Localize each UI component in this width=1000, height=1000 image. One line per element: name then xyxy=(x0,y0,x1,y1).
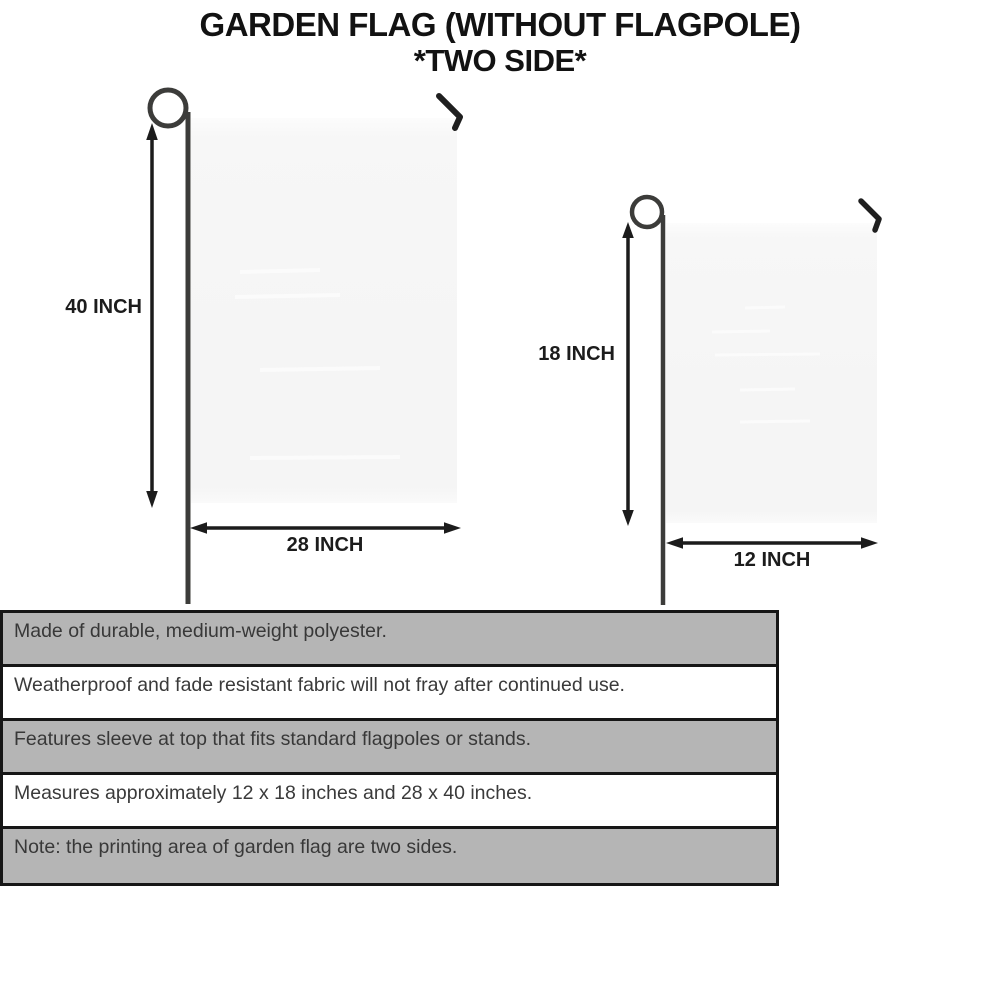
small-flag-group xyxy=(622,197,879,605)
feature-table xyxy=(0,610,779,886)
small-height-arrow xyxy=(622,222,634,526)
small-flag-cloth xyxy=(666,223,877,523)
large-flag-height-label: 40 INCH xyxy=(65,296,142,318)
small-pole-loop-icon xyxy=(632,197,662,227)
large-flag-group xyxy=(146,90,461,604)
small-flag-height-label: 18 INCH xyxy=(538,343,615,365)
small-flag-width-label: 12 INCH xyxy=(733,549,811,571)
large-pole-loop-icon xyxy=(150,90,186,126)
title-line-1: GARDEN FLAG (WITHOUT FLAGPOLE) xyxy=(199,6,801,43)
feature-row-note: Note: the printing area of garden flag are two sides. xyxy=(3,829,776,883)
large-width-arrow xyxy=(190,522,461,534)
small-width-arrow xyxy=(666,537,878,549)
large-flag-width-label: 28 INCH xyxy=(286,534,364,556)
feature-row-sleeve: Features sleeve at top that fits standard flagpoles or stands. xyxy=(3,721,776,775)
feature-row-material: Made of durable, medium-weight polyester. xyxy=(3,613,776,667)
large-height-arrow xyxy=(146,123,158,508)
title-line-2: *TWO SIDE* xyxy=(413,42,587,78)
feature-row-weatherproof: Weatherproof and fade resistant fabric will not fray after continued use. xyxy=(3,667,776,721)
feature-row-measurements: Measures approximately 12 x 18 inches and 28 x 40 inches. xyxy=(3,775,776,829)
large-flag-cloth xyxy=(191,118,457,503)
